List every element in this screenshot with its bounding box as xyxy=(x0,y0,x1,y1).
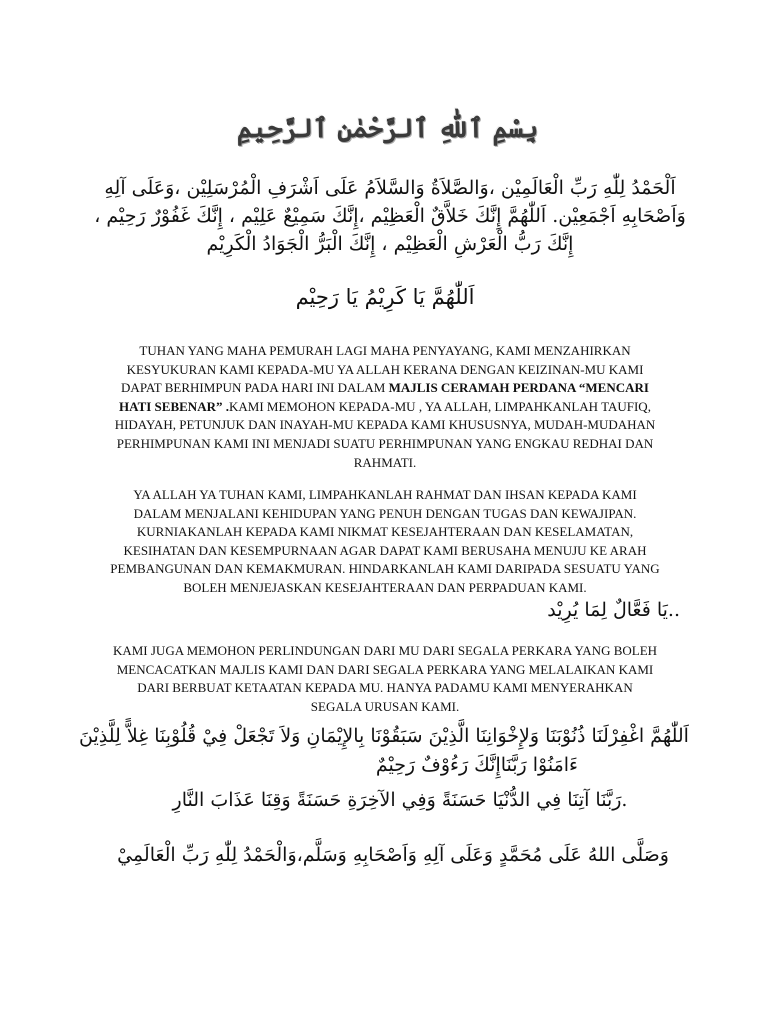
text-line: KAMI JUGA MEMOHON PERLINDUNGAN DARI MU DARI SEGALA PERKARA YANG BOLEH xyxy=(112,643,658,658)
opening-dua-line: إِنَّكَ رَبُّ الْعَرْشِ الْعَظِيْم ، إِنَّكَ الْبَرُّ الْجَوَادُ الْكَرِيْم xyxy=(206,233,574,255)
text-line: HIDAYAH, PETUNJUK DAN INAYAH-MU KEPADA KAMI KHUSUSNYA, MUDAH-MUDAHAN xyxy=(114,417,656,433)
text-line: MENCACATKAN MAJLIS KAMI DAN DARI SEGALA PERKARA YANG MELALAIKAN KAMI xyxy=(116,661,654,677)
bismillah-calligraphy xyxy=(236,108,539,150)
text-line: PERHIMPUNAN KAMI INI MENJADI SUATU PERHIMPUNAN YANG ENGKAU REDHAI DAN xyxy=(116,435,654,451)
text-line: TUHAN YANG MAHA PEMURAH LAGI MAHA PENYAYANG, KAMI MENZAHIRKAN xyxy=(139,343,631,358)
text-line: KURNIAKANLAH KEPADA KAMI NIKMAT KESEJAHTERAAN DAN KESELAMATAN, xyxy=(136,524,634,540)
paragraph-protection xyxy=(88,642,682,716)
paragraph-mercy xyxy=(88,486,682,598)
rabbana-dua: .رَبَّنَا آتِنَا فِي الدُّنْيَا حَسَنَةً وَفِي الآخِرَةِ حَسَنَةً وَقِنَا عَذَابَ النَّارِ xyxy=(172,789,628,811)
ya-faal-invocation: ..يَا فَعَّالٌ لِمَا يُرِيْد xyxy=(547,599,680,621)
text-line: PEMBANGUNAN DAN KEMAKMURAN. HINDARKANLAH KAMI DARIPADA SESUATU YANG xyxy=(110,561,660,577)
text-line xyxy=(88,379,682,398)
opening-dua-line: وَاَصْحَابِهِ اَجْمَعِيْن. اَللّٰهُمَّ إِنَّكَ خَلاَّقٌ الْعَظِيْم ،إِنَّكَ سَمِيْعٌ عَلِيْم ، إِنَّكَ غَفُوْرٌ رَحِيْم ، xyxy=(94,205,686,227)
text-line: DARI BERBUAT KETAATAN KEPADA MU. HANYA PADAMU KAMI MENYERAHKAN xyxy=(137,680,633,696)
opening-dua xyxy=(70,174,710,258)
opening-dua-line: اَلْحَمْدُ لِلّٰهِ رَبِّ الْعَالَمِيْن ،وَالصَّلاَةُ وَالسَّلاَمُ عَلَى اَشْرَفِ الْمُرْسَلِيْن ،وَعَلَى آلِهِ xyxy=(104,177,676,199)
bismillah-text: بِسْمِ ٱللّٰهِ ٱلرَّحْمٰنِ ٱلرَّحِيمِ xyxy=(236,114,539,144)
text-line: RAHMATI. xyxy=(353,454,417,470)
text-line: KESYUKURAN KAMI KEPADA-MU YA ALLAH KERANA DENGAN KEIZINAN-MU KAMI xyxy=(126,361,644,377)
text-line: DALAM MENJALANI KEHIDUPAN YANG PENUH DENGAN TUGAS DAN KEWAJIPAN. xyxy=(133,505,637,521)
ya-karim-invocation: اَللّٰهُمَّ يَا كَرِيْمُ يَا رَحِيْم xyxy=(295,285,475,309)
paragraph-gratitude xyxy=(88,342,682,472)
text-line: KESIHATAN DAN KESEMPURNAAN AGAR DAPAT KAMI BERUSAHA MENUJU KE ARAH xyxy=(123,542,647,558)
text-line: YA ALLAH YA TUHAN KAMI, LIMPAHKANLAH RAHMAT DAN IHSAN KEPADA KAMI xyxy=(133,487,637,502)
closing-salawat: وَصَلَّى اللهُ عَلَى مُحَمَّدٍ وَعَلَى آلِهِ وَاَصْحَابِهِ وَسَلَّم،وَالْحَمْدُ لِلّٰهِ رَبِّ الْعَالَمِيْ xyxy=(117,844,669,866)
text-line xyxy=(88,398,682,417)
forgiveness-dua xyxy=(60,722,708,780)
text-segment: KAMI MEMOHON KEPADA-MU , YA ALLAH, LIMPAHKANLAH TAUFIQ, xyxy=(228,398,651,414)
text-segment: DAPAT BERHIMPUN PADA HARI INI DALAM xyxy=(121,380,389,396)
text-line: BOLEH MENJEJASKAN KESEJAHTERAAN DAN PERPADUAN KAMI. xyxy=(183,579,587,595)
event-title-part: HATI SEBENAR” . xyxy=(119,398,229,414)
forgiveness-dua-line: ءَامَنُوْا رَبَّنَاإِنَّكَ رَءُوْفٌ رَحِيْمٌ xyxy=(375,754,578,776)
text-line: SEGALA URUSAN KAMI. xyxy=(310,698,460,714)
forgiveness-dua-line: اَللّٰهُمَّ اغْفِرْلَنَا ذُنُوْبَنَا وَلإِخْوَانِنَا الَّذِيْنَ سَبَقُوْنَا بِالإِيْمَانِ وَلاَ تَجْعَلْ فِيْ قُلُوْبِنَا غِلاًّ لِلَّذِيْنَ xyxy=(79,725,689,747)
event-title-part: MAJLIS CERAMAH PERDANA “MENCARI xyxy=(388,380,649,396)
